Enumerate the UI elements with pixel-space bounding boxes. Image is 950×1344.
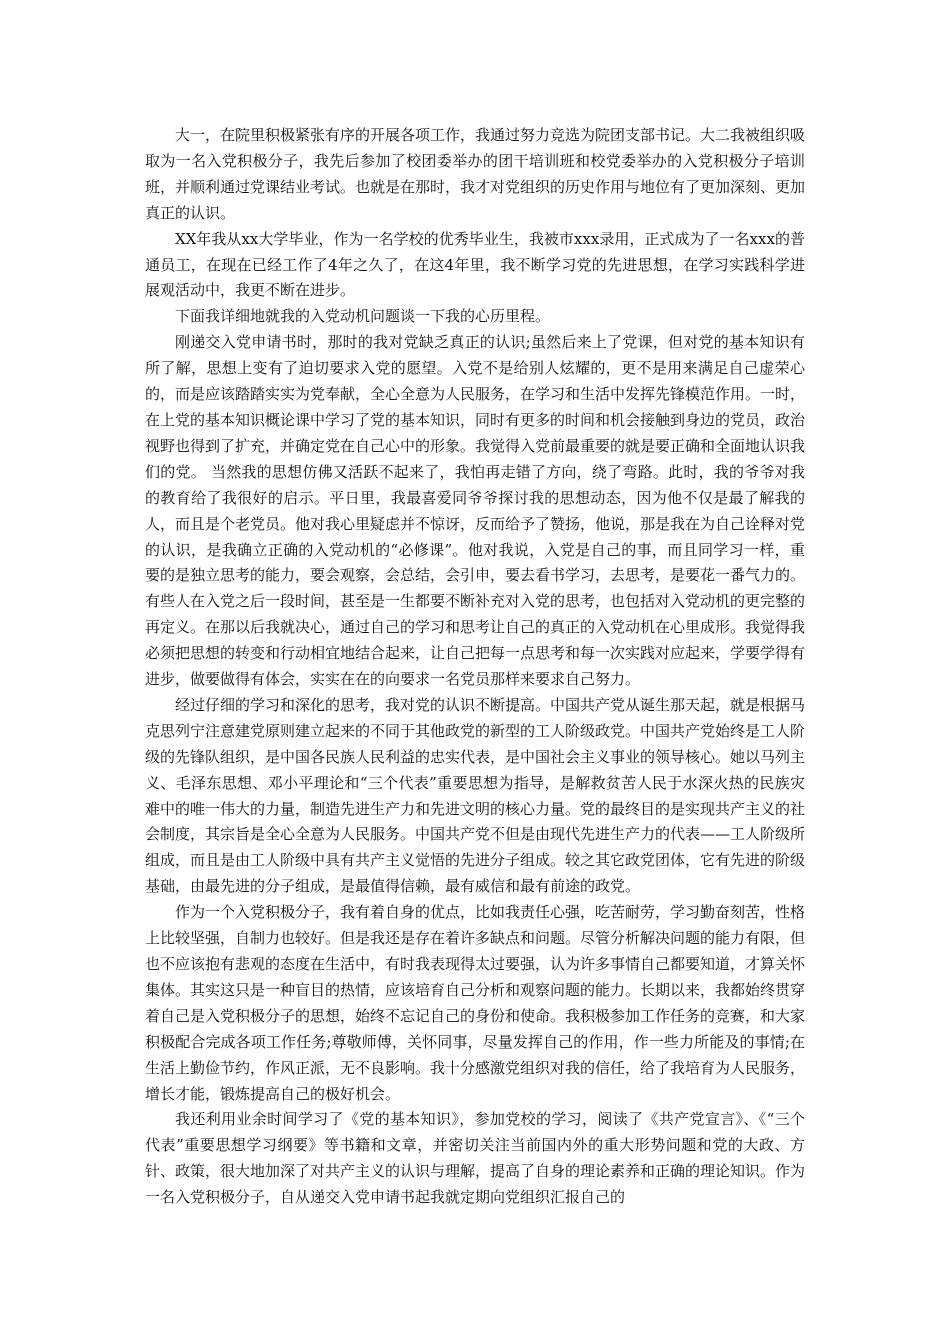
document-page — [145, 123, 805, 1211]
paragraph-3: 下面我详细地就我的入党动机问题谈一下我的心历里程。 — [175, 307, 551, 326]
paragraph-1: 大一，在院里积极紧张有序的开展各项工作，我通过努力竞选为院团支部书记。大二我被组织吸取为一名入党积极分子，我先后参加了校团委举办的团干培训班和校党委举办的入党积极分子培训班，并顺利通过党课结业考试。也就是在那时，我才对党组织的历史作用与地位有了更加深刻、更加真正的认识。 — [145, 126, 806, 222]
paragraph-2: XX年我从xx大学毕业，作为一名学校的优秀毕业生，我被市xxx录用，正式成为了一名xxx的普通员工，在现在已经工作了4年之久了，在这4年里，我不断学习党的先进思想，在学习实践科学进展观活动中，我更不断在进步。 — [145, 229, 805, 300]
paragraph-4: 刚递交入党申请书时，那时的我对党缺乏真正的认识;虽然后来上了党课，但对党的基本知识有所了解，思想上变有了迫切要求入党的愿望。入党不是给别人炫耀的，更不是用来满足自己虚荣心的，而是应该踏踏实实为党奉献，全心全意为人民服务，在学习和生活中发挥先锋模范作用。一时，在上党的基本知识概论课中学习了党的基本知识，同时有更多的时间和机会接触到身边的党员，政治视野也得到了扩充，并确定党在自己心中的形象。我觉得入党前最重要的就是要正确和全面地认识我们的党。 当然我的思想仿佛又活跃不起来了，我怕再走错了方向，绕了弯路。此时，我的爷爷对我的教育给了我很好的启示。平日里，我最喜爱同爷爷探讨我的思想动态，因为他不仅是最了解我的人，而且是个老党员。他对我心里疑虑并不惊讶，反而给予了赞扬，他说，那是我在为自己诠释对党的认识，是我确立正确的入党动机的“必修课”。他对我说，入党是自己的事，而且同学习一样，重要的是独立思考的能力，要会观察，会总结，会引申，要去看书学习，去思考，是要花一番气力的。有些人在入党之后一段时间，甚至是一生都要不断补充对入党的思考，也包括对入党动机的更完整的再定义。在那以后我就决心，通过自己的学习和思考让自己的真正的入党动机在心里成形。我觉得我必须把思想的转变和行动相宜地结合起来，让自己把每一点思考和每一次实践对应起来，学要学得有进步，做要做得有体会，实实在在的向要求一名党员那样来要求自己努力。 — [145, 333, 806, 689]
paragraph-7: 我还利用业余时间学习了《党的基本知识》，参加党校的学习，阅读了《共产党宣言》、《“三个代表”重要思想学习纲要》等书籍和文章，并密切关注当前国内外的重大形势问题和党的大政、方针、政策，很大地加深了对共产主义的认识与理解，提高了自身的理论素养和正确的理论知识。作为一名入党积极分子，自从递交入党申请书起我就定期向党组织汇报自己的 — [145, 1110, 806, 1207]
paragraph-6: 作为一个入党积极分子，我有着自身的优点，比如我责任心强，吃苦耐劳，学习勤奋刻苦，性格上比较坚强，自制力也较好。但是我还是存在着许多缺点和问题。尽管分析解决问题的能力有限，但也不应该抱有悲观的态度在生活中，有时我表现得太过要强，认为许多事情自己都要知道，才算关怀集体。其实这只是一种盲目的热情，应该培育自己分析和观察问题的能力。长期以来，我都始终贯穿着自己是入党积极分子的思想，始终不忘记自己的身份和使命。我积极参加工作任务的竞赛，和大家积极配合完成各项工作任务;尊敬师傅，关怀同事，尽量发挥自己的作用，作一些力所能及的事情;在生活上勤俭节约，作风正派，无不良影响。我十分感激党组织对我的信任，给了我培育为人民服务，增长才能，锻炼提高自己的极好机会。 — [145, 903, 806, 1103]
paragraph-5: 经过仔细的学习和深化的思考，我对党的认识不断提高。中国共产党从诞生那天起，就是根据马克思列宁注意建党原则建立起来的不同于其他政党的新型的工人阶级政党。中国共产党始终是工人阶级的先锋队组织，是中国各民族人民利益的忠实代表，是中国社会主义事业的领导核心。她以马列主义、毛泽东思想、邓小平理论和“三个代表”重要思想为指导，是解救贫苦人民于水深火热的民族灾难中的唯一伟大的力量，制造先进生产力和先进文明的核心力量。党的最终目的是实现共产主义的社会制度，其宗旨是全心全意为人民服务。中国共产党不但是由现代先进生产力的代表——工人阶级所组成，而且是由工人阶级中具有共产主义觉悟的先进分子组成。较之其它政党团体，它有先进的阶级基础，由最先进的分子组成，是最值得信赖，最有威信和最有前途的政党。 — [145, 695, 806, 896]
